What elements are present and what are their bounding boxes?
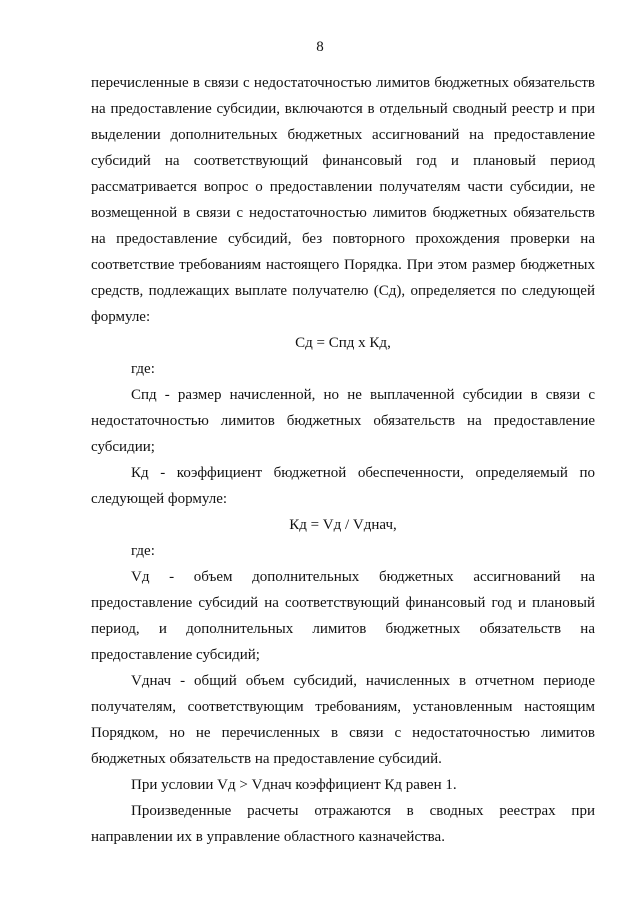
formula-sd: Сд = Спд х Кд, (295, 335, 391, 351)
final-paragraph: Произведенные расчеты отражаются в сводных реестрах при направлении их в управление областного казначейства. (91, 803, 595, 845)
paragraph-intro: перечисленные в связи с недостаточностью лимитов бюджетных обязательств на предоставление субсидии, включаются в отдельный сводный реестр и при выделении дополнительных бюджетных ассигнований на предоставление субсидий на соответствующий финансовый год и плановый период рассматривается вопрос о предоставлении получателям части субсидии, не возмещенной в связи с недостаточностью лимитов бюджетных обязательств на предоставление субсидий, без повторного прохождения проверки на соответствие требованиям настоящего Порядка. При этом размер бюджетных средств, подлежащих выплате получателю (Сд), определяется по следующей формуле: (91, 75, 595, 325)
document-body (91, 70, 595, 850)
condition-paragraph: При условии Vд > Vднач коэффициент Кд равен 1. (131, 777, 457, 793)
definition-kd: Кд - коэффициент бюджетной обеспеченности, определяемый по следующей формуле: (91, 465, 595, 507)
definition-spd: Спд - размер начисленной, но не выплаченной субсидии в связи с недостаточностью лимитов бюджетных обязательств на предоставление субсидии; (91, 387, 595, 455)
definition-vd: Vд - объем дополнительных бюджетных ассигнований на предоставление субсидий на соответствующий финансовый год и плановый период, и дополнительных лимитов бюджетных обязательств на предоставление субсидий; (91, 569, 595, 663)
formula-kd: Кд = Vд / Vднач, (289, 517, 397, 533)
definition-vdnach: Vднач - общий объем субсидий, начисленных в отчетном периоде получателям, соответствующим требованиям, установленным настоящим Порядком, но не перечисленных в связи с недостаточностью лимитов бюджетных обязательств на предоставление субсидий. (91, 673, 595, 767)
where-label: где: (131, 543, 155, 559)
where-label: где: (131, 361, 155, 377)
page-number: 8 (316, 39, 324, 55)
